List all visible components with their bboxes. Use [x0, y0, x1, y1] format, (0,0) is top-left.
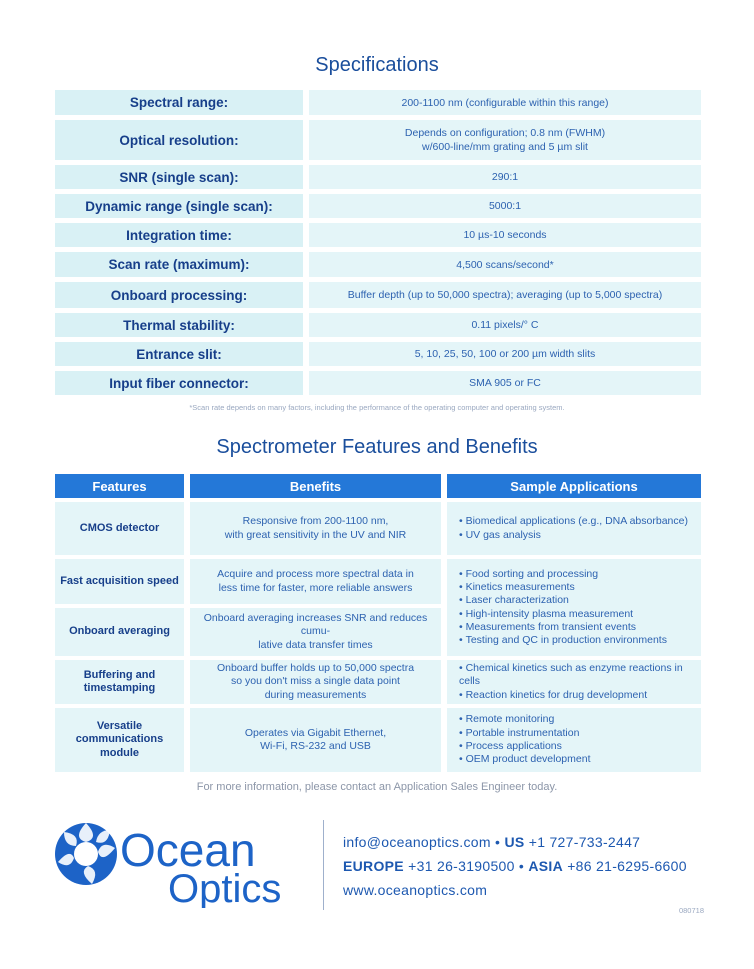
application-item: • Reaction kinetics for drug development — [459, 689, 701, 702]
features-title: Spectrometer Features and Benefits — [216, 436, 538, 458]
features-column-header: Features — [55, 474, 184, 498]
europe-phone: +31 26-3190500 — [408, 858, 515, 874]
feature-name: Buffering and — [83, 668, 156, 681]
specifications-title: Specifications — [315, 54, 439, 76]
contact-line-intl — [343, 854, 687, 878]
spec-value: Buffer depth (up to 50,000 spectra); averaging (up to 5,000 spectra) — [309, 282, 701, 308]
swirl-icon — [55, 823, 117, 885]
spec-label: Input fiber connector: — [55, 371, 303, 395]
contact-block — [343, 830, 687, 902]
spec-value: 4,500 scans/second* — [309, 252, 701, 277]
benefit-cell — [190, 559, 441, 604]
application-item: • Remote monitoring — [459, 713, 591, 726]
spec-label: SNR (single scan): — [55, 165, 303, 189]
spec-row — [55, 194, 701, 218]
applications-column-header: Sample Applications — [447, 474, 701, 498]
application-item: • Food sorting and processing — [459, 568, 667, 581]
ocean-optics-logo — [52, 818, 312, 908]
spec-row — [55, 371, 701, 395]
scan-rate-footnote: *Scan rate depends on many factors, including the performance of the operating computer and operating system. — [189, 403, 565, 412]
feature-name: Versatile — [96, 719, 143, 732]
spec-label: Thermal stability: — [55, 313, 303, 337]
spec-value: 10 µs-10 seconds — [309, 223, 701, 247]
benefit-line: Onboard averaging increases SNR and reduces cumu- — [203, 611, 428, 638]
logo-word-ocean: Ocean — [120, 824, 256, 876]
website-link[interactable]: www.oceanoptics.com — [343, 882, 488, 898]
benefit-line: so you don't miss a single data point — [231, 675, 400, 688]
spec-label: Spectral range: — [55, 90, 303, 115]
benefit-line: Wi-Fi, RS-232 and USB — [260, 740, 371, 752]
benefit-line: less time for faster, more reliable answers — [218, 581, 413, 594]
feature-cell — [55, 559, 184, 604]
application-item: • Process applications — [459, 740, 591, 753]
applications-list — [459, 713, 591, 766]
spec-value: SMA 905 or FC — [309, 371, 701, 395]
applications-cell — [447, 502, 701, 555]
document-code: 080718 — [678, 906, 704, 915]
benefit-cell — [190, 502, 441, 555]
spec-row — [55, 223, 701, 247]
application-item: • High-intensity plasma measurement — [459, 608, 667, 621]
application-item: • Testing and QC in production environments — [459, 634, 667, 647]
spec-label: Integration time: — [55, 223, 303, 247]
benefit-cell — [190, 608, 441, 656]
benefit-line: with great sensitivity in the UV and NIR — [224, 528, 407, 541]
europe-label: EUROPE — [343, 858, 404, 874]
applications-cell — [447, 559, 701, 656]
spec-row — [55, 165, 701, 189]
features-column — [55, 502, 184, 776]
benefit-cell — [190, 708, 441, 772]
benefits-column-header: Benefits — [190, 474, 441, 498]
benefit-line: Operates via Gigabit Ethernet, — [244, 726, 387, 739]
feature-cell — [55, 660, 184, 704]
spec-row — [55, 252, 701, 277]
application-item: • Measurements from transient events — [459, 621, 667, 634]
feature-name: module — [99, 746, 140, 759]
email-link[interactable]: info@oceanoptics.com — [343, 834, 491, 850]
features-body — [55, 502, 701, 776]
benefits-column — [190, 502, 441, 776]
spec-label: Scan rate (maximum): — [55, 252, 303, 277]
feature-name: communications — [75, 733, 164, 746]
spec-row — [55, 90, 701, 115]
bullet: • — [495, 834, 505, 850]
spec-label: Entrance slit: — [55, 342, 303, 366]
feature-cell — [55, 502, 184, 555]
applications-list — [459, 662, 701, 702]
us-phone: +1 727-733-2447 — [528, 834, 641, 850]
benefit-line: Responsive from 200-1100 nm, — [242, 515, 389, 527]
application-item: • OEM product development — [459, 753, 591, 766]
contact-line-us — [343, 830, 687, 854]
spec-value: 5000:1 — [309, 194, 701, 218]
feature-cell — [55, 708, 184, 772]
benefit-line: Acquire and process more spectral data in — [217, 568, 414, 580]
benefit-line: during measurements — [264, 688, 367, 701]
application-item: • Laser characterization — [459, 594, 667, 607]
logo-divider — [323, 820, 324, 910]
spec-value-line: w/600-line/mm grating and 5 µm slit — [422, 141, 588, 153]
contact-line-web — [343, 878, 687, 902]
feature-name: Onboard averaging — [69, 625, 170, 638]
spec-row — [55, 120, 701, 160]
application-item: • Biomedical applications (e.g., DNA absorbance) — [459, 515, 688, 528]
bullet: • — [518, 858, 529, 874]
spec-label: Optical resolution: — [55, 120, 303, 160]
specifications-table — [55, 90, 701, 400]
spec-value: 0.11 pixels/° C — [309, 313, 701, 337]
applications-cell — [447, 708, 701, 772]
benefit-cell — [190, 660, 441, 704]
benefit-line: lative data transfer times — [258, 638, 373, 651]
spec-value-line: Depends on configuration; 0.8 nm (FWHM) — [404, 127, 606, 139]
spec-label: Onboard processing: — [55, 282, 303, 308]
asia-phone: +86 21-6295-6600 — [567, 858, 687, 874]
asia-label: ASIA — [528, 858, 563, 874]
feature-cell — [55, 608, 184, 656]
ocean-optics-logo-mark — [52, 818, 312, 908]
benefit-line: Onboard buffer holds up to 50,000 spectra — [216, 661, 415, 674]
applications-column — [447, 502, 701, 776]
logo-word-optics: Optics — [168, 867, 282, 908]
feature-name: CMOS detector — [79, 521, 160, 534]
features-header-row — [55, 474, 701, 498]
application-item: • Portable instrumentation — [459, 727, 591, 740]
spec-row — [55, 282, 701, 308]
features-table — [55, 474, 701, 776]
applications-list — [459, 568, 667, 648]
feature-name: Fast acquisition speed — [60, 574, 179, 587]
application-item: • UV gas analysis — [459, 529, 688, 542]
feature-name: timestamping — [83, 682, 156, 694]
spec-value: 290:1 — [309, 165, 701, 189]
more-info-text: For more information, please contact an Application Sales Engineer today. — [196, 781, 558, 793]
spec-value — [309, 120, 701, 160]
spec-value: 200-1100 nm (configurable within this range) — [309, 90, 701, 115]
us-label: US — [504, 834, 525, 850]
spec-row — [55, 313, 701, 337]
application-item: • Chemical kinetics such as enzyme reactions in cells — [459, 662, 701, 689]
applications-cell — [447, 660, 701, 704]
application-item: • Kinetics measurements — [459, 581, 667, 594]
spec-row — [55, 342, 701, 366]
spec-value: 5, 10, 25, 50, 100 or 200 µm width slits — [309, 342, 701, 366]
spec-label: Dynamic range (single scan): — [55, 194, 303, 218]
applications-list — [459, 515, 688, 542]
